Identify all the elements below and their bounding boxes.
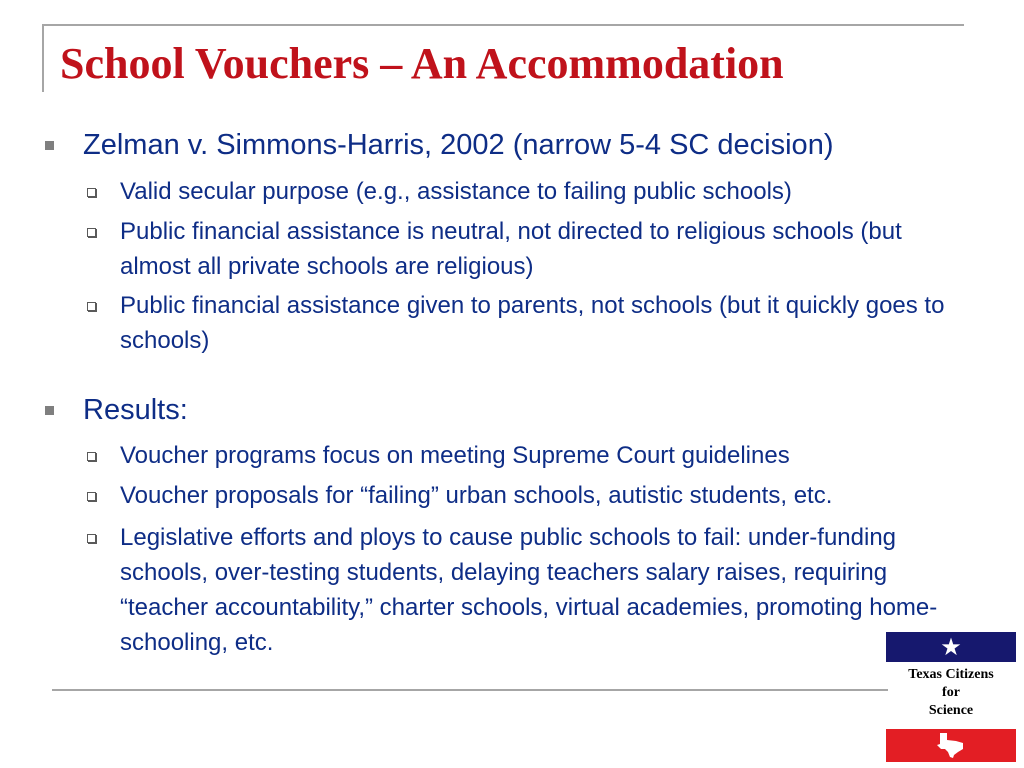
logo-line: for [942,685,960,700]
logo-line: Texas Citizens [908,667,994,682]
bullet-text: Results: [83,394,188,426]
sub-bullet-text: Voucher programs focus on meeting Supreme Court guidelines [120,442,790,469]
hollow-square-bullet-icon [87,302,96,311]
square-bullet-icon [45,141,54,150]
sub-bullet-text: Public financial assistance is neutral, not directed to religious schools (but almost all private schools are religious) [120,218,902,280]
slide-title: School Vouchers – An Accommodation [60,39,784,88]
logo-line: Science [928,703,974,718]
bottom-divider [52,689,888,691]
sub-bullet-text: Valid secular purpose (e.g., assistance to failing public schools) [120,178,792,205]
hollow-square-bullet-icon [87,452,96,461]
top-divider [42,24,964,26]
sub-bullet-voucher-proposals [120,478,960,513]
hollow-square-bullet-icon [87,534,96,543]
star-icon: ★ [886,632,1016,662]
logo-text [886,666,1016,720]
sub-bullet-text: Voucher proposals for “failing” urban schools, autistic students, etc. [120,482,833,509]
bullet-text: Zelman v. Simmons-Harris, 2002 (narrow 5-4 SC decision) [83,129,834,161]
logo-red-band [886,729,1016,762]
hollow-square-bullet-icon [87,228,96,237]
hollow-square-bullet-icon [87,188,96,197]
sub-bullet-assistance-to-parents [120,288,960,358]
square-bullet-icon [45,406,54,415]
bullet-results [83,393,188,427]
sub-bullet-voucher-programs [120,438,960,473]
texas-citizens-for-science-logo [886,632,1016,762]
bullet-zelman [83,128,833,162]
sub-bullet-text: Legislative efforts and ploys to cause public schools to fail: under-funding schools, over-testing students, delaying teachers salary raises, requiring “teacher accountability,” charter schools, virtual academies, promoting home-schooling, etc. [120,524,938,656]
sub-bullet-legislative-efforts [120,520,960,660]
texas-map-icon [936,733,966,758]
sub-bullet-secular-purpose [120,174,960,209]
sub-bullet-neutral-assistance [120,214,960,284]
sub-bullet-text: Public financial assistance given to parents, not schools (but it quickly goes to schools) [120,292,945,354]
hollow-square-bullet-icon [87,492,96,501]
left-divider [42,24,44,92]
